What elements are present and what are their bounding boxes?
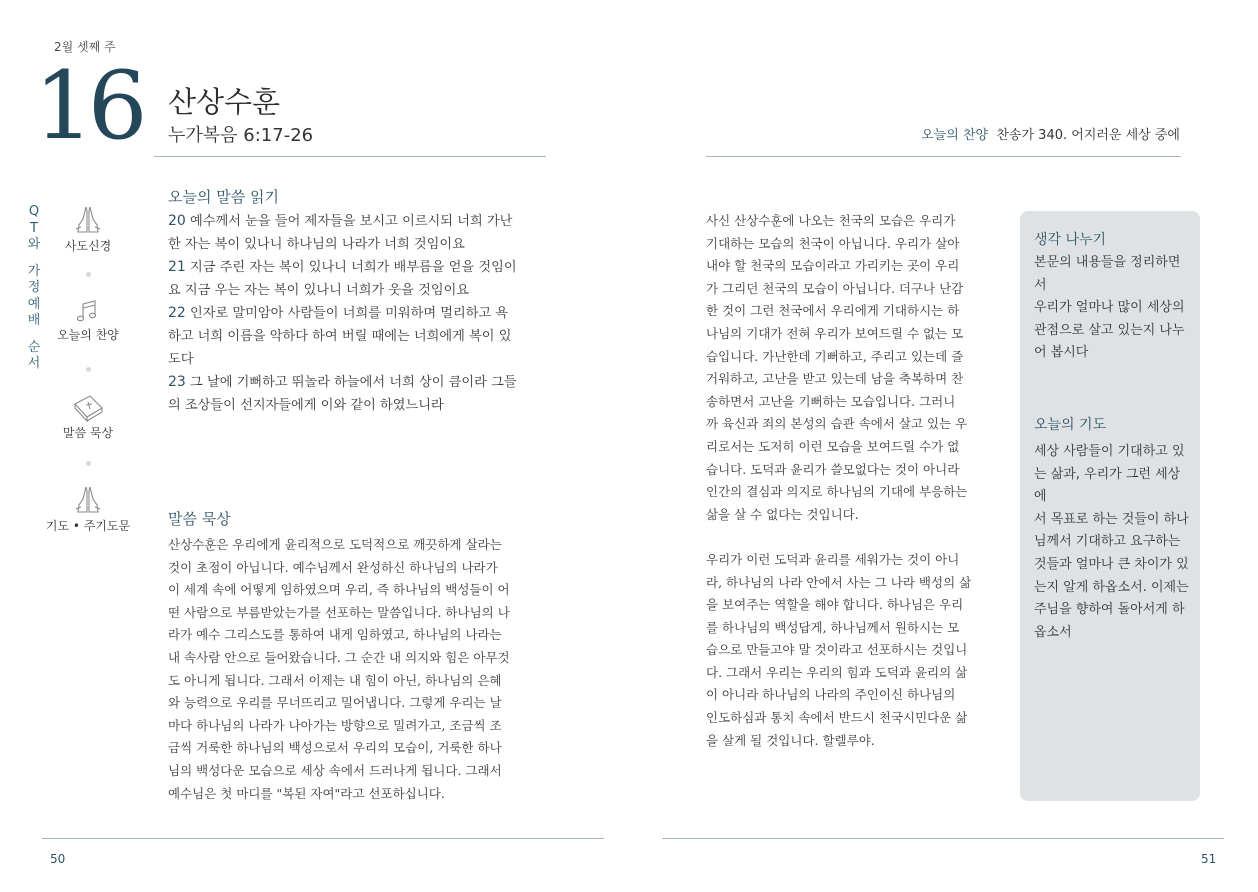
sidebar-step-label: 오늘의 찬양 <box>57 328 119 342</box>
prayer-heading: 오늘의 기도 <box>1034 417 1107 433</box>
verse <box>168 256 548 280</box>
body-line: 사신 산상수훈에 나오는 천국의 모습은 우리가 <box>706 213 956 228</box>
reading-heading: 오늘의 말씀 읽기 <box>168 188 279 206</box>
right-page-body <box>706 210 996 752</box>
share-text <box>1034 252 1192 365</box>
body-line: 이 아니라 하나님의 나라의 주인이신 하나님의 <box>706 687 956 703</box>
week-label: 2월 셋째 주 <box>54 40 116 54</box>
vertical-char: 예 <box>27 296 41 312</box>
vertical-char: Q <box>28 204 40 219</box>
header-rule-left <box>154 156 546 157</box>
body-line: 이 세계 속에 어떻게 임하였으며 우리, 즉 하나님의 백성들이 어 <box>168 582 510 598</box>
verse <box>168 210 548 234</box>
music-note-icon <box>72 298 104 324</box>
meditation-body <box>168 534 548 805</box>
body-line: 을 보여주는 역할을 해야 합니다. 하나님은 우리 <box>706 597 964 613</box>
body-line: 를 하나님의 백성답게, 하나님께서 원하시는 모 <box>706 619 960 635</box>
scripture-verses <box>168 210 548 417</box>
body-line: 우리가 이런 도덕과 윤리를 세워가는 것이 아니 <box>706 551 960 567</box>
body-line: 라가 예수 그리스도를 통하여 내게 임하였고, 하나님의 나라는 <box>168 627 502 643</box>
hymn-value: 찬송가 340. 어지러운 세상 중에 <box>996 128 1180 143</box>
verse-number: 22 <box>168 305 186 322</box>
sidebar-dot <box>86 461 91 466</box>
body-line: 내야 할 천국의 모습이라고 가리키는 곳이 우리 <box>706 258 960 274</box>
body-line: 리로서는 도저히 이런 모습을 보여드릴 수가 없 <box>706 438 960 454</box>
body-line: 와 능력으로 우리를 무너뜨리고 밀어냅니다. 그렇게 우리는 날 <box>168 695 502 711</box>
vertical-char: 정 <box>27 280 41 295</box>
body-line: 마다 하나님의 나라가 나아가는 방향으로 밀려가고, 조금씩 조 <box>168 717 502 733</box>
sidebar-dot <box>86 367 91 372</box>
panel-line: 서 목표로 하는 것들이 하나 <box>1034 511 1189 527</box>
vertical-char: 와 <box>27 237 41 252</box>
vertical-char: 순 <box>27 339 41 355</box>
body-line: 나님의 기대가 전혀 우리가 보여드릴 수 없는 모 <box>706 325 964 341</box>
verse <box>168 302 548 326</box>
verse-text: 도다 <box>168 351 194 367</box>
prayer-text <box>1034 441 1192 644</box>
sidebar-step-apostles-creed <box>43 205 133 254</box>
scripture-reference: 누가복음 6:17-26 <box>168 125 314 146</box>
body-line: 인도하심과 통치 속에서 반드시 천국시민다운 삶 <box>706 710 968 726</box>
verse-text: 예수께서 눈을 들어 제자들을 보시고 이르시되 너희 가난 <box>185 214 513 229</box>
body-line: 송하면서 고난을 기뻐하는 모습입니다. 그러니 <box>706 393 956 409</box>
panel-line: 주님을 향하여 돌아서게 하 <box>1034 602 1185 618</box>
sharing-panel <box>1020 211 1200 801</box>
body-line: 습으로 만들고야 말 것이라고 선포하시는 것입니 <box>706 642 968 658</box>
header-rule-right <box>706 156 1181 157</box>
vertical-char: 배 <box>27 313 41 328</box>
vertical-char: T <box>30 220 38 236</box>
body-line: 인간의 결심과 의지로 하나님의 기대에 부응하는 <box>706 484 968 500</box>
sidebar-step-hymn <box>43 298 133 343</box>
vertical-char: 서 <box>27 356 41 371</box>
verse-text: 의 조상들이 선지자들에게 이와 같이 하였느니라 <box>168 397 444 413</box>
body-line: 습니다. 도덕과 윤리가 쓸모없다는 것이 아니라 <box>706 461 960 477</box>
sidebar-step-label: 말씀 묵상 <box>62 426 114 440</box>
panel-line: 세상 사람들이 기대하고 있 <box>1034 444 1185 459</box>
verse-number: 20 <box>168 213 186 229</box>
verse-text: 그 날에 기뻐하고 뛰놀라 하늘에서 너희 상이 큼이라 그들 <box>185 375 517 391</box>
body-line: 기대하는 모습의 천국이 아닙니다. 우리가 살아 <box>706 235 960 251</box>
verse-text: 하고 너희 이름을 악하다 하여 버릴 때에는 너희에게 복이 있 <box>168 328 512 344</box>
page-number-left: 50 <box>50 852 66 866</box>
hymn-info <box>921 124 1180 143</box>
verse-text: 지금 주린 자는 복이 있나니 너희가 배부름을 얻을 것임이 <box>185 260 517 276</box>
panel-line: 옵소서 <box>1034 624 1072 640</box>
share-heading: 생각 나누기 <box>1034 232 1107 248</box>
body-line: 가 그리던 천국의 모습이 아닙니다. 더구나 난감 <box>706 280 964 296</box>
sidebar-dot <box>86 272 91 277</box>
page-title: 산상수훈 <box>168 85 281 119</box>
body-line: 삶을 살 수 없다는 것입니다. <box>706 506 859 522</box>
panel-line: 어 봅시다 <box>1034 345 1089 361</box>
footer-rule-left <box>42 838 604 839</box>
panel-line: 는지 알게 하옵소서. 이제는 <box>1034 579 1189 595</box>
bible-icon <box>71 392 105 422</box>
panel-line: 님께서 기대하고 요구하는 <box>1034 534 1181 550</box>
sidebar-step-label: 기도 • 주기도문 <box>45 519 131 533</box>
panel-line: 는 삶과, 우리가 그런 세상에 <box>1034 466 1181 505</box>
body-line: 습입니다. 가난한데 기뻐하고, 주리고 있는데 즐 <box>706 348 964 364</box>
hymn-label: 오늘의 찬양 <box>921 128 989 143</box>
body-line: 떤 사람으로 부름받았는가를 선포하는 말씀입니다. 하나님의 나 <box>168 604 510 620</box>
body-line: 다. 그래서 우리는 우리의 힘과 도덕과 윤리의 삶 <box>706 664 968 680</box>
verse <box>168 371 548 395</box>
body-line: 님의 백성다운 모습으로 세상 속에서 드러나게 됩니다. 그래서 <box>168 762 502 778</box>
praying-hands-icon <box>72 205 104 235</box>
sidebar-step-meditation <box>43 392 133 441</box>
body-line: 라, 하나님의 나라 안에서 사는 그 나라 백성의 삶 <box>706 574 972 590</box>
page-number-right: 51 <box>1201 852 1217 866</box>
body-line: 한 것이 그런 천국에서 우리에게 기대하시는 하 <box>706 303 960 319</box>
paragraph-gap <box>706 526 996 549</box>
body-line: 도 아니게 됩니다. 그래서 이제는 내 힘이 아닌, 하나님의 은혜 <box>168 672 502 688</box>
verse-number: 23 <box>168 374 186 391</box>
sidebar-step-label: 사도신경 <box>64 239 112 253</box>
body-line: 까 육신과 죄의 본성의 습관 속에서 살고 있는 우 <box>706 416 968 432</box>
panel-line: 우리가 얼마나 많이 세상의 <box>1034 300 1185 316</box>
footer-rule-right <box>662 838 1224 839</box>
vertical-gap <box>26 254 42 264</box>
body-line: 것이 초점이 아닙니다. 예수님께서 완성하신 하나님의 나라가 <box>168 559 498 575</box>
panel-line: 관점으로 살고 있는지 나누 <box>1034 322 1185 338</box>
meditation-heading: 말씀 묵상 <box>168 510 231 528</box>
vertical-char: 가 <box>27 263 41 279</box>
body-line: 금씩 거룩한 하나님의 백성으로서 우리의 모습이, 거룩한 하나 <box>168 740 502 756</box>
panel-line: 것들과 얼마나 큰 차이가 있 <box>1034 556 1189 572</box>
day-number: 16 <box>34 52 142 161</box>
verse-text: 요 지금 우는 자는 복이 있나니 너희가 웃을 것임이요 <box>168 282 470 298</box>
body-line: 산상수훈은 우리에게 윤리적으로 도덕적으로 깨끗하게 살라는 <box>168 537 502 552</box>
body-line: 내 속사람 안으로 들어왔습니다. 그 순간 내 의지와 힘은 아무것 <box>168 649 510 665</box>
body-line: 거워하고, 고난을 받고 있는데 남을 축복하며 찬 <box>706 371 964 387</box>
sidebar-step-prayer <box>43 485 133 534</box>
verse-text: 인자로 말미암아 사람들이 너희를 미워하며 멀리하고 욕 <box>185 306 509 322</box>
sidebar-vertical-title <box>26 204 42 373</box>
verse-number: 21 <box>168 259 186 276</box>
body-line: 예수님은 첫 마디를 "복된 자여"라고 선포하십니다. <box>168 785 445 801</box>
panel-line: 본문의 내용들을 정리하면서 <box>1034 255 1181 293</box>
verse-text: 한 자는 복이 있나니 하나님의 나라가 너희 것임이요 <box>168 236 465 252</box>
praying-hands-icon <box>72 485 104 515</box>
vertical-gap <box>26 330 42 340</box>
body-line: 을 살게 될 것입니다. 할렐루야. <box>706 732 875 748</box>
